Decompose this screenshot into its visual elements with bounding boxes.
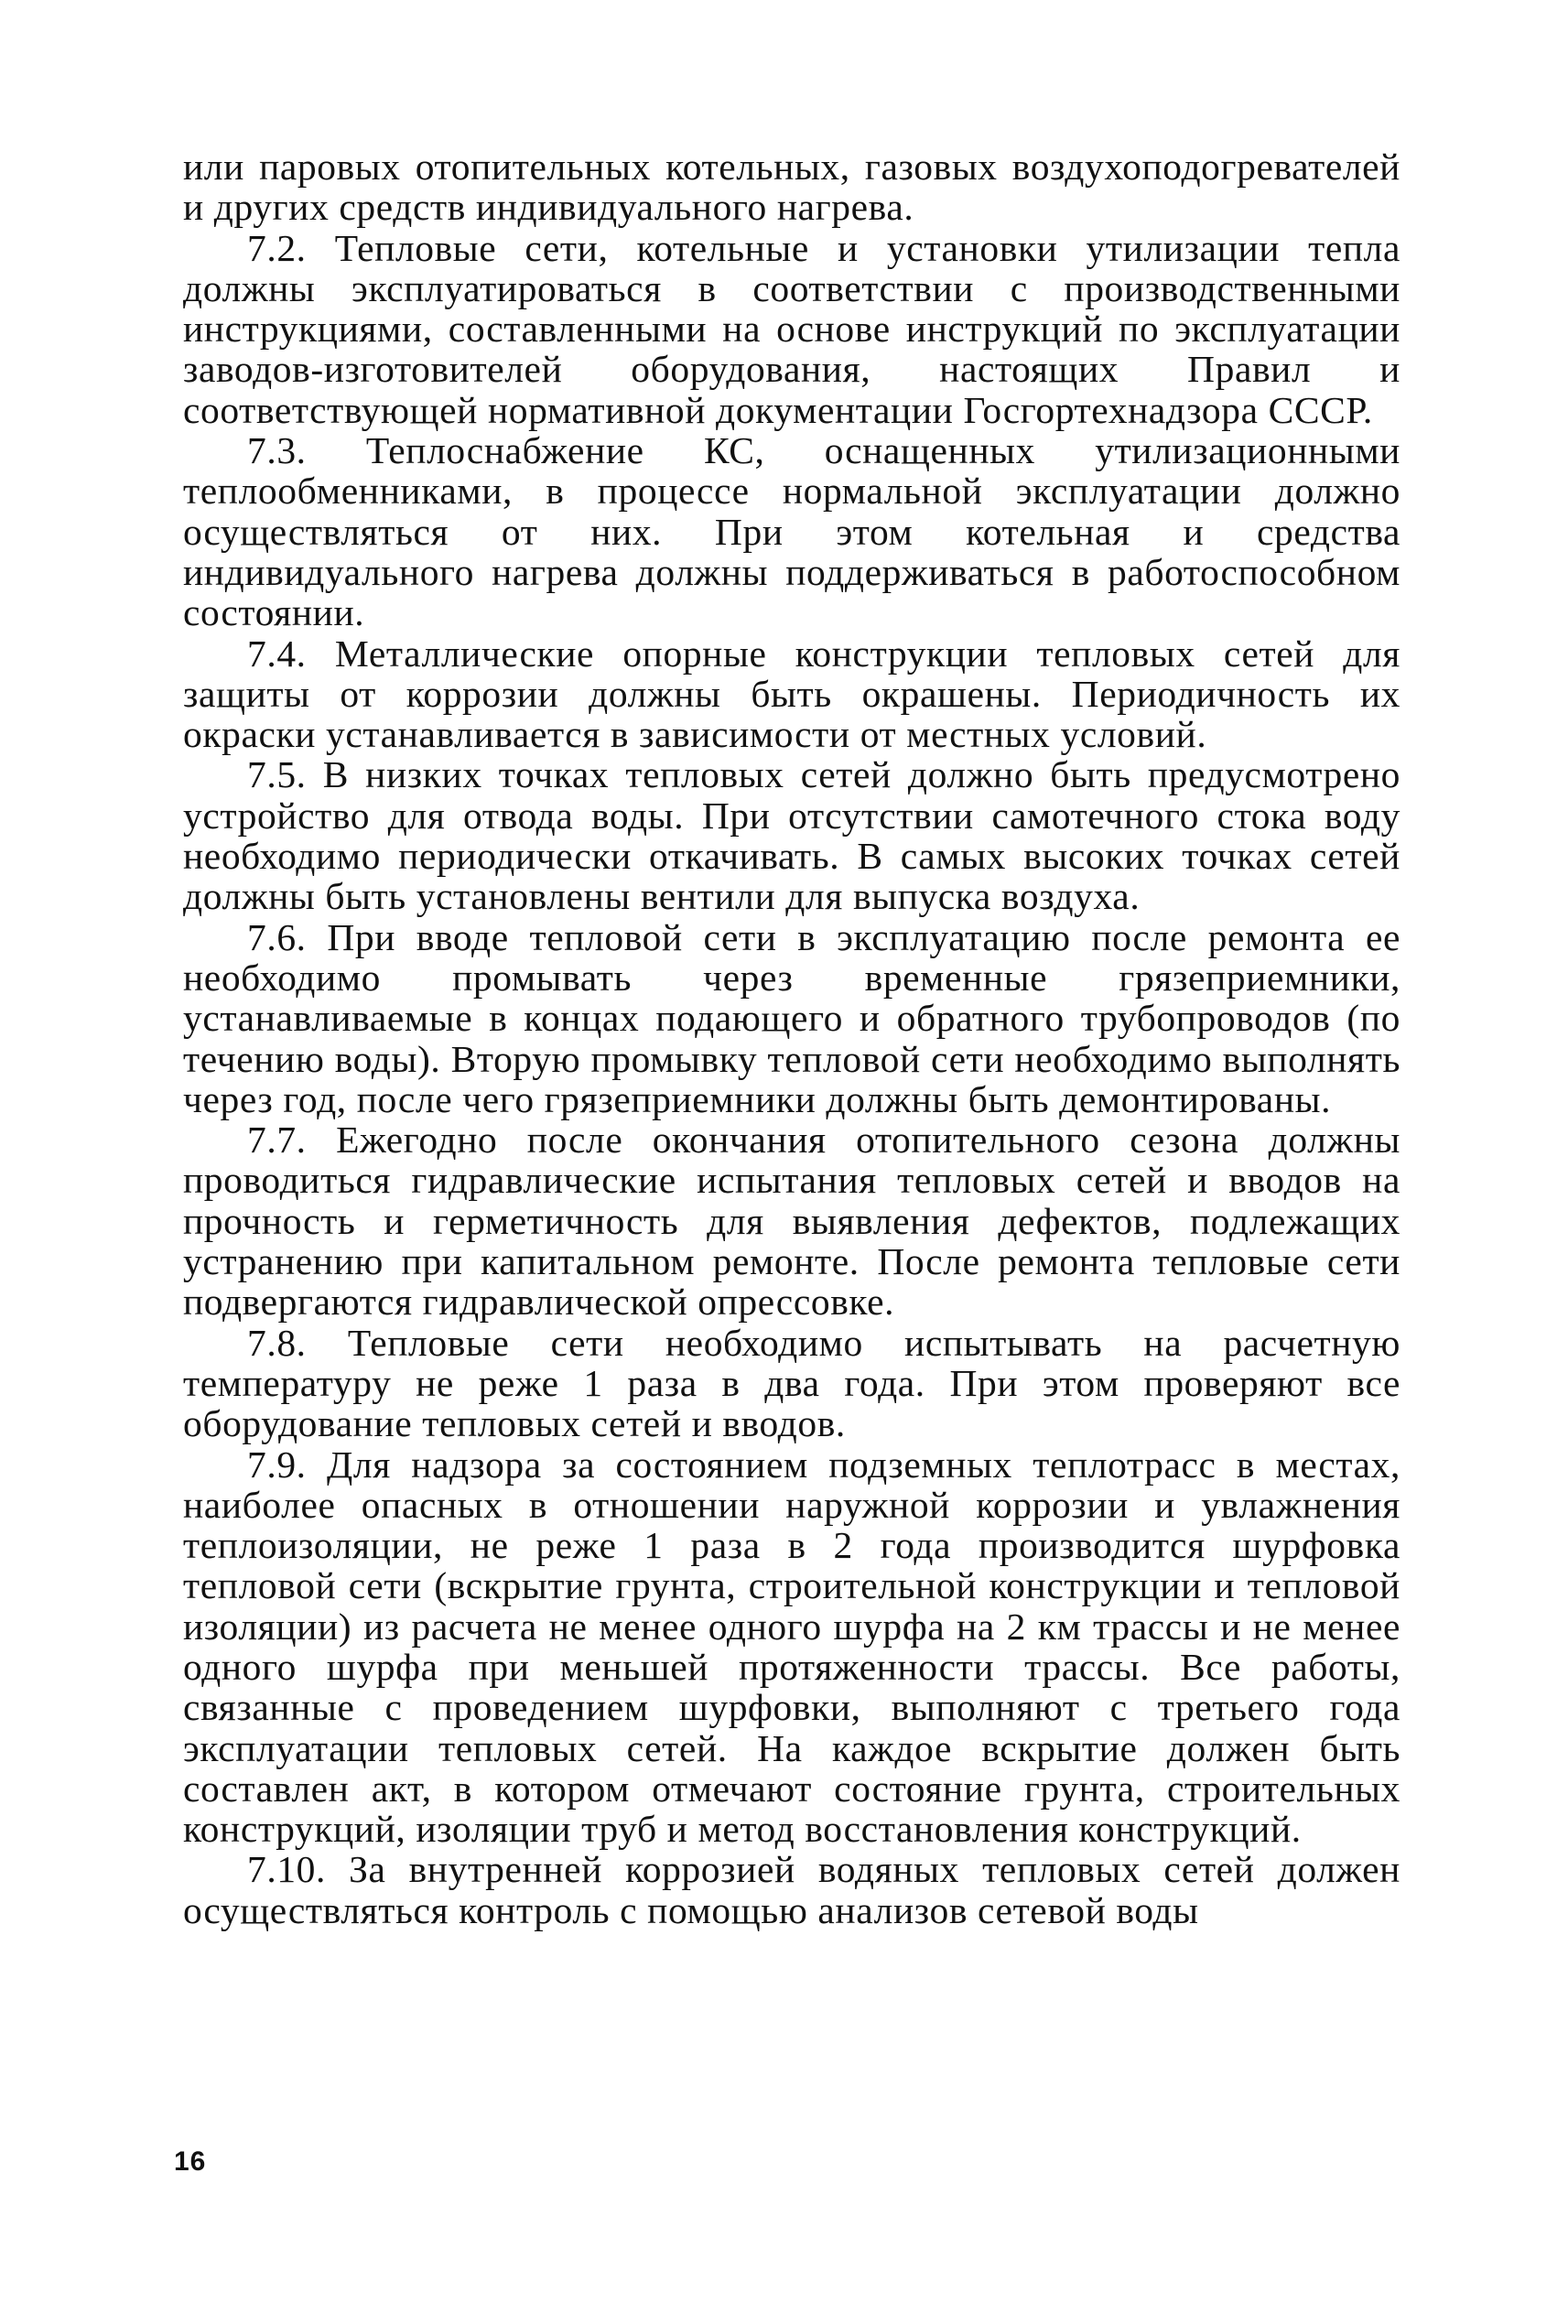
paragraph-7-7: 7.7. Ежегодно после окончания отопительного сезона должны проводиться гидравлические испытания тепловых сетей и вводов на прочность и герметичность для выявления дефектов, подлежащих устранению при капитальном ремонте. После ремонта тепловые сети подвергаются гидравлической опрессовке. <box>183 1119 1400 1324</box>
paragraph-7-2: 7.2. Тепловые сети, котельные и установки утилизации тепла должны эксплуатироваться в соответствии с производственными инструкциями, составленными на основе инструкций по эксплуатации заводов-изготовителей оборудования, настоящих Правил и соответствующей нормативной документации Госгортехнадзора СССР. <box>183 226 1400 431</box>
paragraph-7-3: 7.3. Теплоснабжение КС, оснащенных утилизационными теплообменниками, в процессе нормальной эксплуатации должно осуществляться от них. При этом котельная и средства индивидуального нагрева должны поддерживаться в работоспособном состоянии. <box>183 429 1400 634</box>
paragraph-continuation: или паровых отопительных котельных, газовых воздухоподогревателей и других средств индивидуального нагрева. <box>183 146 1400 229</box>
page-content <box>183 146 1400 1930</box>
body-text <box>183 146 1400 1930</box>
paragraph-7-6: 7.6. При вводе тепловой сети в эксплуатацию после ремонта ее необходимо промывать через временные грязеприемники, устанавливаемые в концах подающего и обратного трубопроводов (по течению воды). Вторую промывку тепловой сети необходимо выполнять через год, после чего грязеприемники должны быть демонтированы. <box>183 915 1400 1120</box>
paragraph-7-9: 7.9. Для надзора за состоянием подземных теплотрасс в местах, наиболее опасных в отношении наружной коррозии и увлажнения теплоизоляции, не реже 1 раза в 2 года производится шурфовка тепловой сети (вскрытие грунта, строительной конструкции и тепловой изоляции) из расчета не менее одного шурфа на 2 км трассы и не менее одного шурфа при меньшей протяженности трассы. Все работы, связанные с проведением шурфовки, выполняют с третьего года эксплуатации тепловых сетей. На каждое вскрытие должен быть составлен акт, в котором отмечают состояние грунта, строительных конструкций, изоляции труб и метод восстановления конструкций. <box>183 1443 1400 1851</box>
paragraph-7-8: 7.8. Тепловые сети необходимо испытывать на расчетную температуру не реже 1 раза в два года. При этом проверяют все оборудование тепловых сетей и вводов. <box>183 1321 1400 1445</box>
page-number: 16 <box>174 2146 207 2177</box>
paragraph-7-5: 7.5. В низких точках тепловых сетей должно быть предусмотрено устройство для отвода воды. При отсутствии самотечного стока воду необходимо периодически откачивать. В самых высоких точках сетей должны быть установлены вентили для выпуска воздуха. <box>183 753 1400 918</box>
paragraph-7-4: 7.4. Металлические опорные конструкции тепловых сетей для защиты от коррозии должны быть окрашены. Периодичность их окраски устанавливается в зависимости от местных условий. <box>183 632 1400 756</box>
paragraph-7-10: 7.10. За внутренней коррозией водяных тепловых сетей должен осуществляться контроль с помощью анализов сетевой воды <box>183 1848 1400 1931</box>
